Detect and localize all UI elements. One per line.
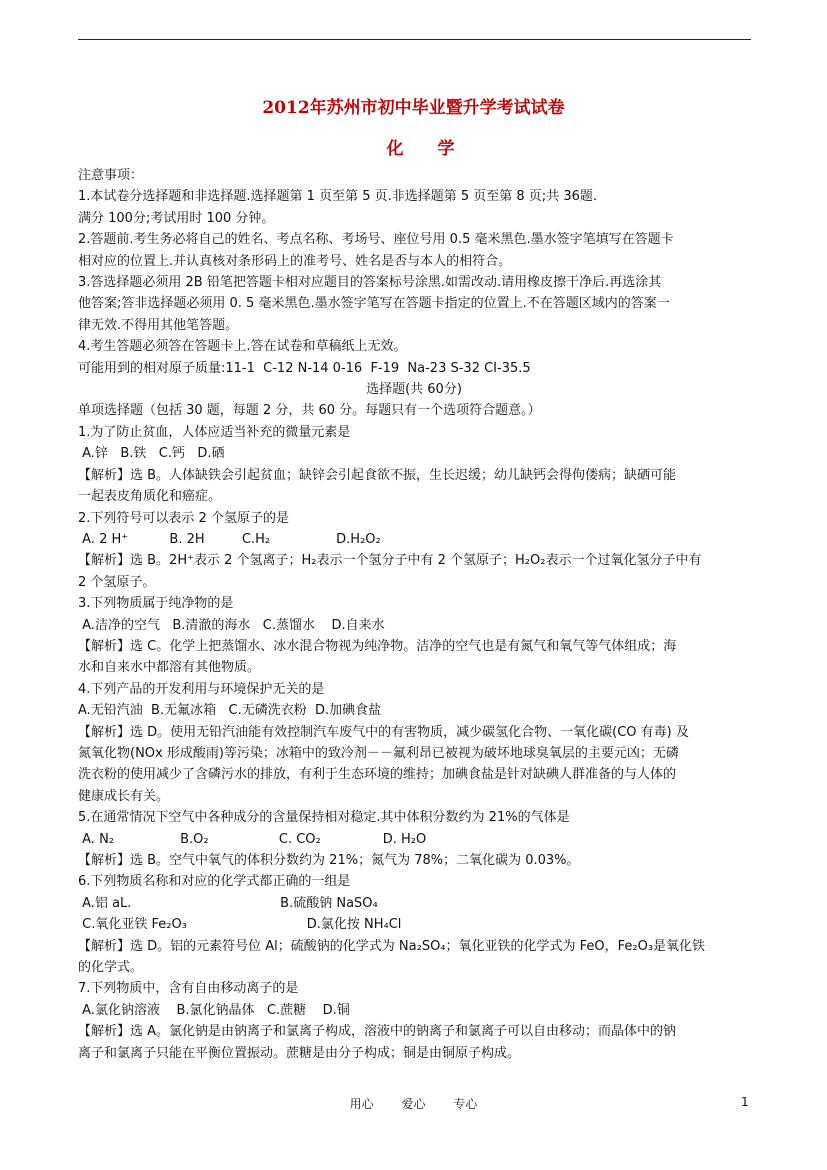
analysis-line: 水和自来水中都溶有其他物质。: [78, 660, 261, 676]
question-options: A.氯化钠溶液 B.氯化钠晶体 C.蔗糖 D.铜: [78, 1002, 350, 1018]
notice-line: 3.答选择题必须用 2B 铅笔把答题卡相对应题目的答案标号涂黑.如需改动.请用橡皮擦干净后.再选涂其: [78, 275, 662, 291]
question-stem: 3.下列物质属于纯净物的是: [78, 596, 234, 612]
question-options: A. 2 H⁺ B. 2H C.H₂ D.H₂O₂: [78, 531, 381, 547]
notice-line: 1.本试卷分选择题和非选择题.选择题第 1 页至第 5 页.非选择题第 5 页至第 8 页;共 36题.: [78, 189, 597, 205]
analysis-line: 离子和氯离子只能在平衡位置振动。蔗糖是由分子构成；铜是由铜原子构成。: [78, 1045, 521, 1061]
notice-line: 相对应的位置上.并认真核对条形码上的准考号、姓名是否与本人的相符合。: [78, 253, 512, 269]
footer-motto: 用心 爱心 专心: [349, 1097, 478, 1111]
analysis-line: 【解析】选 C。化学上把蒸馏水、冰水混合物视为纯净物。洁净的空气也是有氮气和氧气等气体组成；海: [78, 638, 677, 654]
atomic-mass-line: 可能用到的相对原子质量:11-1 C-12 N-14 0-16 F-19 Na-23 S-32 CI-35.5: [78, 360, 531, 376]
analysis-line: 【解析】选 D。使用无铅汽油能有效控制汽车废气中的有害物质，减少碳氢化合物、一氧化碳(CO 有毒) 及: [78, 724, 689, 740]
question-stem: 6.下列物质名称和对应的化学式都正确的一组是: [78, 874, 351, 890]
page-number: 1: [741, 1095, 749, 1109]
section-instructions: 单项选择题（包括 30 题，每题 2 分，共 60 分。每题只有一个选项符合题意。）: [78, 403, 541, 419]
exam-title: 2012年苏州市初中毕业暨升学考试试卷: [262, 98, 565, 118]
analysis-line: 健康成长有关。: [78, 788, 170, 804]
notice-line: 他答案;答非选择题必须用 0. 5 毫米黑色.墨水签字笔写在答题卡指定的位置上.不在答题区域内的答案一: [78, 296, 670, 312]
analysis-line: 的化学式。: [78, 960, 144, 976]
notice-line: 律无效.不得用其他笔答题。: [78, 317, 239, 333]
question-options: C.氧化亚铁 Fe₂O₃ D.氯化按 NH₄Cl: [78, 917, 402, 933]
document-body: [78, 165, 750, 1064]
question-options: A.无铅汽油 B.无氟冰箱 C.无磷洗衣粉 D.加碘食盐: [78, 703, 382, 719]
question-options: A. N₂ B.O₂ C. CO₂ D. H₂O: [78, 831, 427, 847]
notice-heading: 注意事项：: [78, 168, 144, 183]
analysis-line: 洗衣粉的使用减少了含磷污水的排放，有利于生态环境的维持；加碘食盐是针对缺碘人群准备的与人体的: [78, 767, 677, 783]
question-stem: 1.为了防止贫血，人体应适当补充的微量元素是: [78, 424, 351, 440]
question-stem: 4.下列产品的开发利用与环境保护无关的是: [78, 681, 325, 697]
analysis-line: 一起表皮角质化和癌症。: [78, 489, 222, 505]
notice-line: 2.答题前.考生务必将自己的姓名、考点名称、考场号、座位号用 0.5 毫米黑色.墨水签字笔填写在答题卡: [78, 232, 674, 248]
question-options: A.铝 aL. B.硫酸钠 NaSO₄: [78, 895, 378, 911]
question-options: A.洁净的空气 B.清澈的海水 C.蒸馏水 D.自来水: [78, 617, 385, 633]
analysis-line: 【解析】选 D。铝的元素符号位 Al；硫酸钠的化学式为 Na₂SO₄；氧化亚铁的化学式为 FeO，Fe₂O₃是氧化铁: [78, 938, 706, 954]
question-stem: 2.下列符号可以表示 2 个氢原子的是: [78, 510, 289, 526]
analysis-line: 2 个氢原子。: [78, 574, 156, 590]
subject-title: 化 学: [386, 139, 469, 159]
analysis-line: 【解析】选 B。空气中氧气的体积分数约为 21%；氮气为 78%；二氧化碳为 0.03%。: [78, 853, 580, 868]
analysis-line: 【解析】选 B。2H⁺表示 2 个氢离子；H₂表示一个氢分子中有 2 个氢原子；H₂O₂表示一个过氧化氢分子中有: [78, 553, 702, 569]
notice-line: 满分 100分;考试用时 100 分钟。: [78, 210, 275, 226]
question-stem: 5.在通常情况下空气中各种成分的含量保持相对稳定.其中体积分数约为 21%的气体是: [78, 810, 570, 826]
notice-line: 4.考生答题必须答在答题卡上.答在试卷和草稿纸上无效。: [78, 339, 407, 355]
question-options: A.锌 B.铁 C.钙 D.硒: [78, 446, 225, 462]
analysis-line: 【解析】选 B。人体缺铁会引起贫血；缺锌会引起食欲不振，生长迟缓；幼儿缺钙会得佝偻病；缺硒可能: [78, 467, 677, 483]
header-rule: [78, 39, 751, 40]
question-stem: 7.下列物质中，含有自由移动离子的是: [78, 981, 299, 997]
analysis-line: 【解析】选 A。氯化钠是由钠离子和氯离子构成，溶液中的钠离子和氯离子可以自由移动；而晶体中的钠: [78, 1024, 677, 1040]
section-heading: 选择题(共 60分): [366, 382, 462, 398]
analysis-line: 氮氧化物(NOx 形成酸雨)等污染；冰箱中的致冷剂－－氟利昂已被视为破坏地球臭氧层的主要元凶；无磷: [78, 745, 679, 761]
